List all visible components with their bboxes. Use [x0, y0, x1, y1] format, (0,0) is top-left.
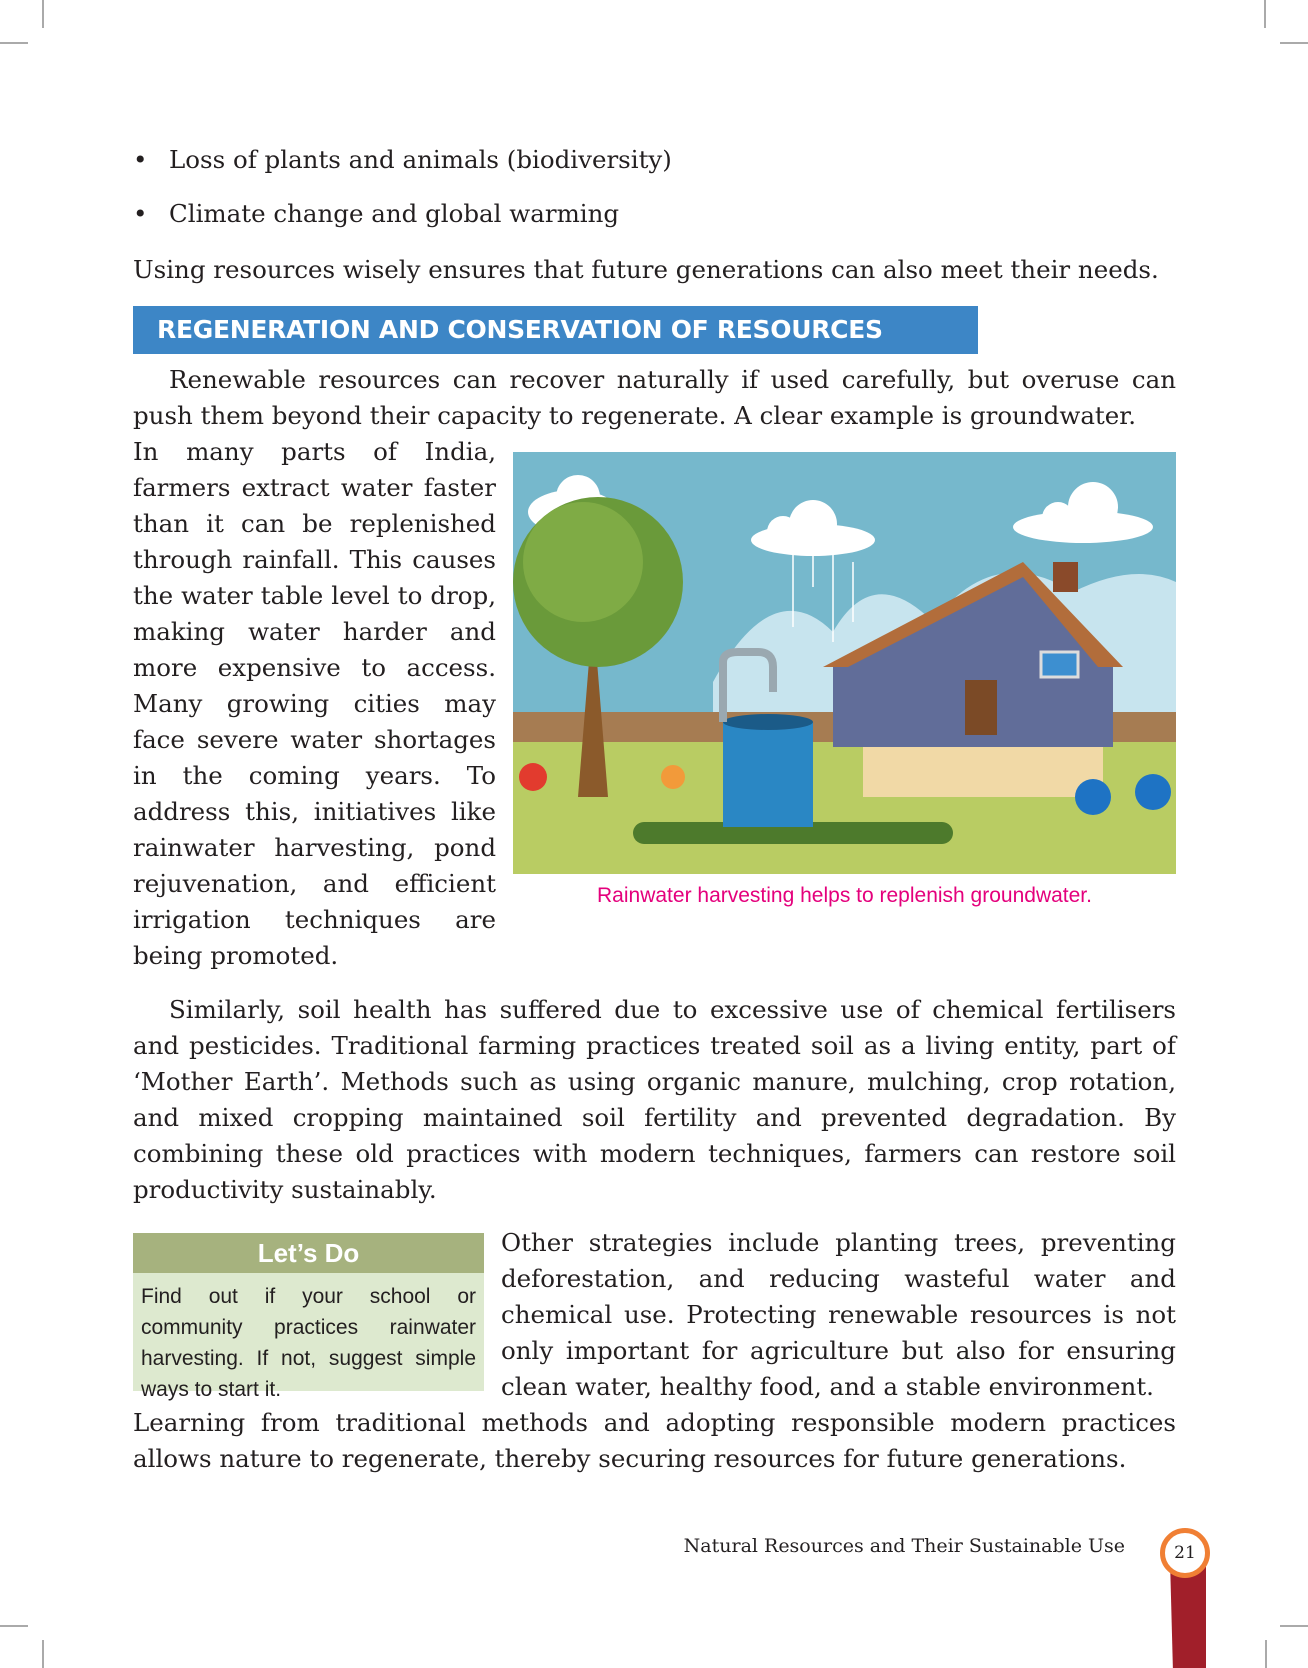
paragraph-groundwater-intro: Renewable resources can recover naturally if used carefully, but overuse can push them beyond their capacity to regenerate. A clear example is groundwater.	[133, 365, 1176, 430]
crop-mark	[42, 1640, 44, 1668]
bullet-item: • Climate change and global warming	[133, 199, 620, 228]
crop-mark	[42, 0, 44, 28]
crop-mark	[1280, 1625, 1308, 1627]
crop-mark	[1265, 1640, 1267, 1668]
chapter-title-footer: Natural Resources and Their Sustainable Use	[683, 1535, 1125, 1557]
bullet-text: Climate change and global warming	[169, 199, 620, 228]
bullet-text: Loss of plants and animals (biodiversity)	[169, 145, 672, 174]
figure-caption: Rainwater harvesting helps to replenish groundwater.	[597, 884, 1092, 907]
crop-mark	[0, 42, 28, 44]
crop-mark	[1280, 42, 1308, 44]
bullet-item: • Loss of plants and animals (biodiversity)	[133, 145, 672, 174]
lets-do-box	[133, 1233, 484, 1401]
crop-mark	[0, 1625, 28, 1627]
lets-do-body: Find out if your school or community practices rainwater harvesting. If not, suggest simple ways to start it.	[141, 1285, 476, 1401]
paragraph-groundwater: In many parts of India, farmers extract water faster than it can be replenished through rainfall. This causes the water table level to drop, making water harder and more expensive to access. Many growing cities may face severe water shortages in the coming years. To address this, initiatives like rainwater harvesting, pond rejuvenation, and efficient irrigation techniques are being promoted.	[133, 437, 496, 970]
paragraph-soil-health: Similarly, soil health has suffered due to excessive use of chemical fertilisers and pesticides. Traditional farming practices treated soil as a living entity, part of ‘Mother Earth’. Methods such as using organic manure, mulching, crop rotation, and mixed cropping maintained soil fertility and prevented degradation. By combining these old practices with modern techniques, farmers can restore soil productivity sustainably.	[133, 995, 1176, 1204]
lets-do-title: Let’s Do	[133, 1233, 484, 1273]
page-number: 21	[1160, 1528, 1210, 1578]
intro-line: Using resources wisely ensures that future generations can also meet their needs.	[133, 255, 1159, 284]
paragraph-other-strategies: Other strategies include planting trees, preventing deforestation, and reducing wasteful water and chemical use. Protecting renewable resources is not only important for agriculture but also for ensuring clean water, healthy food, and a stable environment.	[501, 1228, 1176, 1401]
paragraph-conclusion: Learning from traditional methods and adopting responsible modern practices allows nature to regenerate, thereby securing resources for future generations.	[133, 1408, 1176, 1473]
rainwater-harvesting-illustration	[513, 452, 1176, 874]
section-heading: REGENERATION AND CONSERVATION OF RESOURCES	[133, 306, 978, 354]
crop-mark	[1264, 0, 1266, 28]
